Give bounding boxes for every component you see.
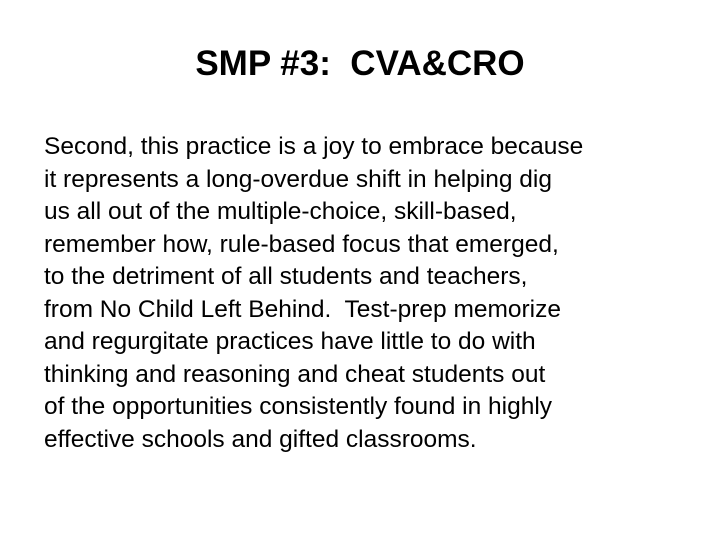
body-line: and regurgitate practices have little to do with [44,328,536,355]
body-paragraph [44,131,694,456]
body-line: remember how, rule-based focus that emerged, [44,230,559,258]
body-line: from No Child Left Behind. Test-prep memorize [44,295,561,323]
slide-title: SMP #3: CVA&CRO [195,44,525,83]
body-line: us all out of the multiple-choice, skill-based, [44,198,517,225]
body-line: thinking and reasoning and cheat students out [44,360,546,388]
body-line: of the opportunities consistently found in highly [44,393,553,420]
body-line: Second, this practice is a joy to embrace because [44,133,584,160]
body-line: to the detriment of all students and teachers, [44,263,528,290]
body-line: effective schools and gifted classrooms. [44,425,477,453]
body-line: it represents a long-overdue shift in helping dig [44,165,553,193]
